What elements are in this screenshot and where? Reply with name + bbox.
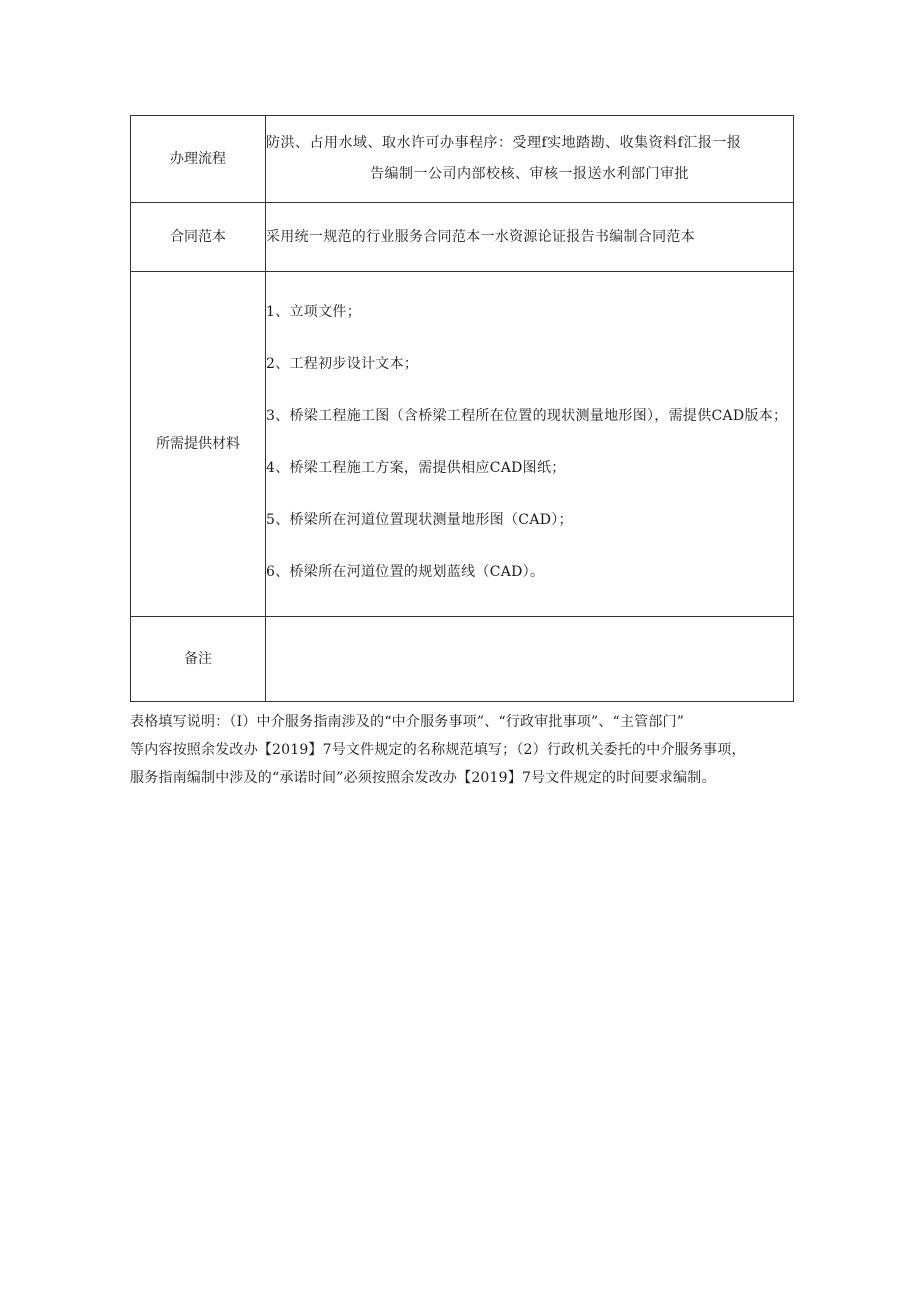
table-row-process [131,116,794,203]
contract-label: 合同范本 [131,203,266,272]
contract-text: 采用统一规范的行业服务合同范本一水资源论证报告书编制合同范本 [266,228,695,245]
notes-line-1: 表格填写说明：（I）中介服务指南涉及的“中介服务事项”、“行政审批事项”、“主管部门” [130,714,685,730]
table-filling-notes [130,708,795,792]
materials-content [266,272,794,617]
material-item-6: 6、桥梁所在河道位置的规划蓝线（CAD）。 [266,564,545,580]
material-item-3: 3、桥梁工程施工图（含桥梁工程所在位置的现状测量地形图），需提供CAD版本； [266,408,788,424]
contract-content [266,203,794,272]
service-guide-table [130,115,794,702]
remark-label: 备注 [131,617,266,702]
material-item-5: 5、桥梁所在河道位置现状测量地形图（CAD）； [266,512,573,528]
table-row-materials [131,272,794,617]
materials-list [266,291,793,597]
process-text-line2: 告编制一公司内部校核、审核一报送水利部门审批 [370,166,689,182]
process-content [266,116,794,203]
process-label: 办理流程 [131,116,266,203]
material-item-2: 2、工程初步设计文本； [266,356,419,372]
remark-content [266,617,794,702]
material-item-1: 1、立项文件； [266,304,362,320]
process-text-line1: 防洪、占用水域、取水许可办事程序：受理f实地踏勘、收集资料f汇报一报 [266,135,742,151]
notes-line-3: 服务指南编制中涉及的“承诺时间”必须按照余发改办【2019】7号文件规定的时间要求编制。 [130,770,716,786]
table-row-remark [131,617,794,702]
materials-label: 所需提供材料 [131,272,266,617]
table-row-contract [131,203,794,272]
notes-line-2: 等内容按照余发改办【2019】7号文件规定的名称规范填写；（2）行政机关委托的中介服务事项， [130,742,746,758]
material-item-4: 4、桥梁工程施工方案，需提供相应CAD图纸； [266,460,566,476]
